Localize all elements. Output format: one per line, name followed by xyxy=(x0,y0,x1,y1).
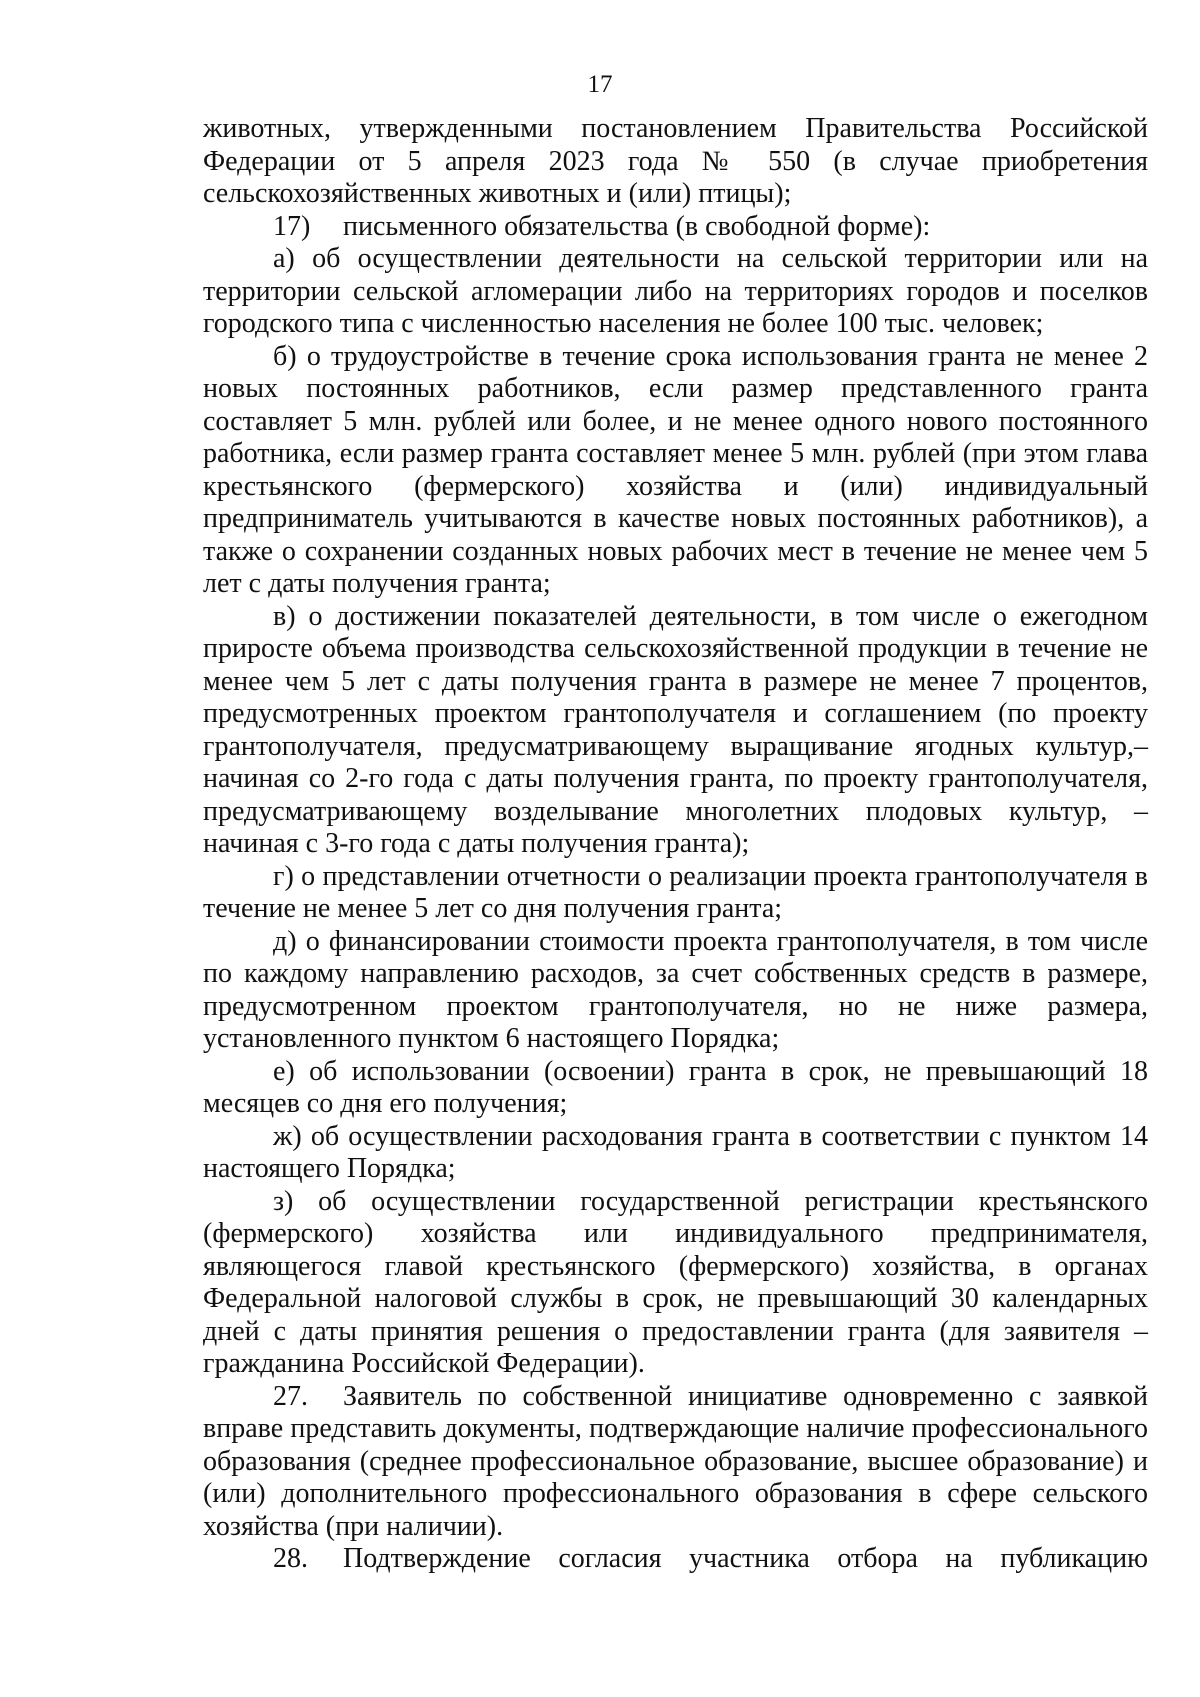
item-17-text: письменного обязательства (в свободной форме): xyxy=(343,210,931,242)
subitem-zh: ж) об осуществлении расходования гранта в соответствии с пунктом 14 настоящего Порядка; xyxy=(203,1120,1148,1184)
item-number-28: 28. xyxy=(273,1543,308,1574)
paragraph-item-28 xyxy=(203,1543,1148,1576)
subitem-a: а) об осуществлении деятельности на сельской территории или на территории сельской агломерации либо на территориях городов и поселков городского типа с численностью населения не более 100 тыс. человек; xyxy=(203,243,1148,339)
item-number-27: 27. xyxy=(273,1380,308,1412)
item-28-text: Подтверждение согласия участника отбора на публикацию xyxy=(343,1543,1148,1574)
subitem-b: б) о трудоустройстве в течение срока использования гранта не менее 2 новых постоянных работников, если размер представленного гранта составляет 5 млн. рублей или более, и не менее одного нового постоянного работника, если размер гранта составляет менее 5 млн. рублей (при этом глава крестьянского (фермерского) хозяйства и (или) индивидуальный предприниматель учитываются в качестве новых постоянных работников), а также о сохранении созданных новых рабочих мест в течение не менее чем 5 лет с даты получения гранта; xyxy=(203,340,1148,599)
subitem-z: з) об осуществлении государственной регистрации крестьянского (фермерского) хозяйства или индивидуального предпринимателя, являющегося главой крестьянского (фермерского) хозяйства, в органах Федеральной налоговой службы в срок, не превышающий 30 календарных дней с даты принятия решения о предоставлении гранта (для заявителя – гражданина Российской Федерации). xyxy=(203,1185,1148,1379)
subitem-g: г) о представлении отчетности о реализации проекта грантополучателя в течение не менее 5 лет со дня получения гранта; xyxy=(203,860,1148,924)
document-body xyxy=(203,113,1148,1576)
page-number: 17 xyxy=(587,71,613,98)
paragraph-continuation: животных, утвержденными постановлением Правительства Российской Федерации от 5 апреля 2023 года № 550 (в случае приобретения сельскохозяйственных животных и (или) птицы); xyxy=(203,113,1148,209)
subitem-d: д) о финансировании стоимости проекта грантополучателя, в том числе по каждому направлению расходов, за счет собственных средств в размере, предусмотренном проектом грантополучателя, но не ниже размера, установленного пунктом 6 настоящего Порядка; xyxy=(203,925,1148,1054)
paragraph-item-27 xyxy=(203,1381,1148,1544)
item-number-17: 17) xyxy=(273,210,311,242)
subitem-e: е) об использовании (освоении) гранта в срок, не превышающий 18 месяцев со дня его получения; xyxy=(203,1055,1148,1119)
subitem-v: в) о достижении показателей деятельности, в том числе о ежегодном приросте объема производства сельскохозяйственной продукции в течение не менее чем 5 лет с даты получения гранта в размере не менее 7 процентов, предусмотренных проектом грантополучателя и соглашением (по проекту грантополучателя, предусматривающему выращивание ягодных культур,– начиная со 2-го года с даты получения гранта, по проекту грантополучателя, предусматривающему возделывание многолетних плодовых культур, – начиная с 3-го года с даты получения гранта); xyxy=(203,600,1148,859)
item-27-text: Заявитель по собственной инициативе одновременно с заявкой вправе представить документы, подтверждающие наличие профессионального образования (среднее профессиональное образование, высшее образование) и (или) дополнительного профессионального образования в сфере сельского хозяйства (при наличии). xyxy=(203,1380,1148,1542)
paragraph-item-17 xyxy=(203,211,1148,244)
